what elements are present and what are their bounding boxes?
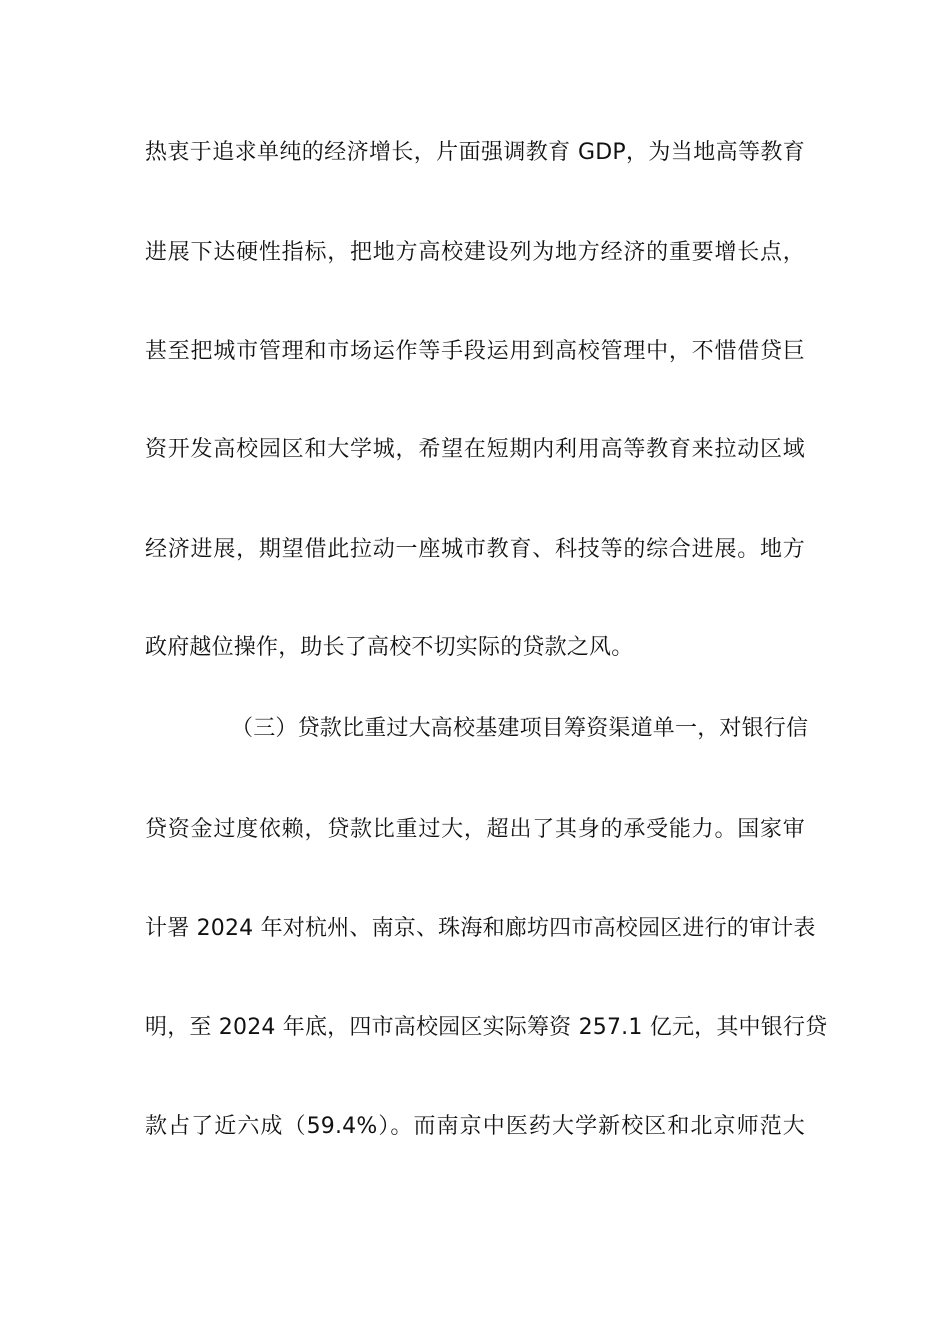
paragraph-line: 经济进展，期望借此拉动一座城市教育、科技等的综合进展。地方 — [145, 537, 805, 562]
paragraph-line: 进展下达硬性指标，把地方高校建设列为地方经济的重要增长点， — [145, 240, 805, 265]
paragraph-line: 贷资金过度依赖，贷款比重过大，超出了其身的承受能力。国家审 — [145, 817, 805, 842]
paragraph-line: 款占了近六成（59.4%）。而南京中医药大学新校区和北京师范大 — [145, 1114, 805, 1139]
paragraph-line: 计署 2024 年对杭州、南京、珠海和廊坊四市高校园区进行的审计表 — [145, 916, 816, 941]
section-heading-line: （三）贷款比重过大高校基建项目筹资渠道单一，对银行信 — [231, 716, 809, 741]
paragraph-line: 明，至 2024 年底，四市高校园区实际筹资 257.1 亿元，其中银行贷 — [145, 1015, 828, 1040]
paragraph-line: 政府越位操作，助长了高校不切实际的贷款之风。 — [145, 635, 634, 660]
paragraph-line: 热衷于追求单纯的经济增长，片面强调教育 GDP，为当地高等教育 — [145, 140, 805, 165]
paragraph-line: 资开发高校园区和大学城，希望在短期内利用高等教育来拉动区域 — [145, 437, 805, 462]
paragraph-line: 甚至把城市管理和市场运作等手段运用到高校管理中，不惜借贷巨 — [145, 339, 805, 364]
